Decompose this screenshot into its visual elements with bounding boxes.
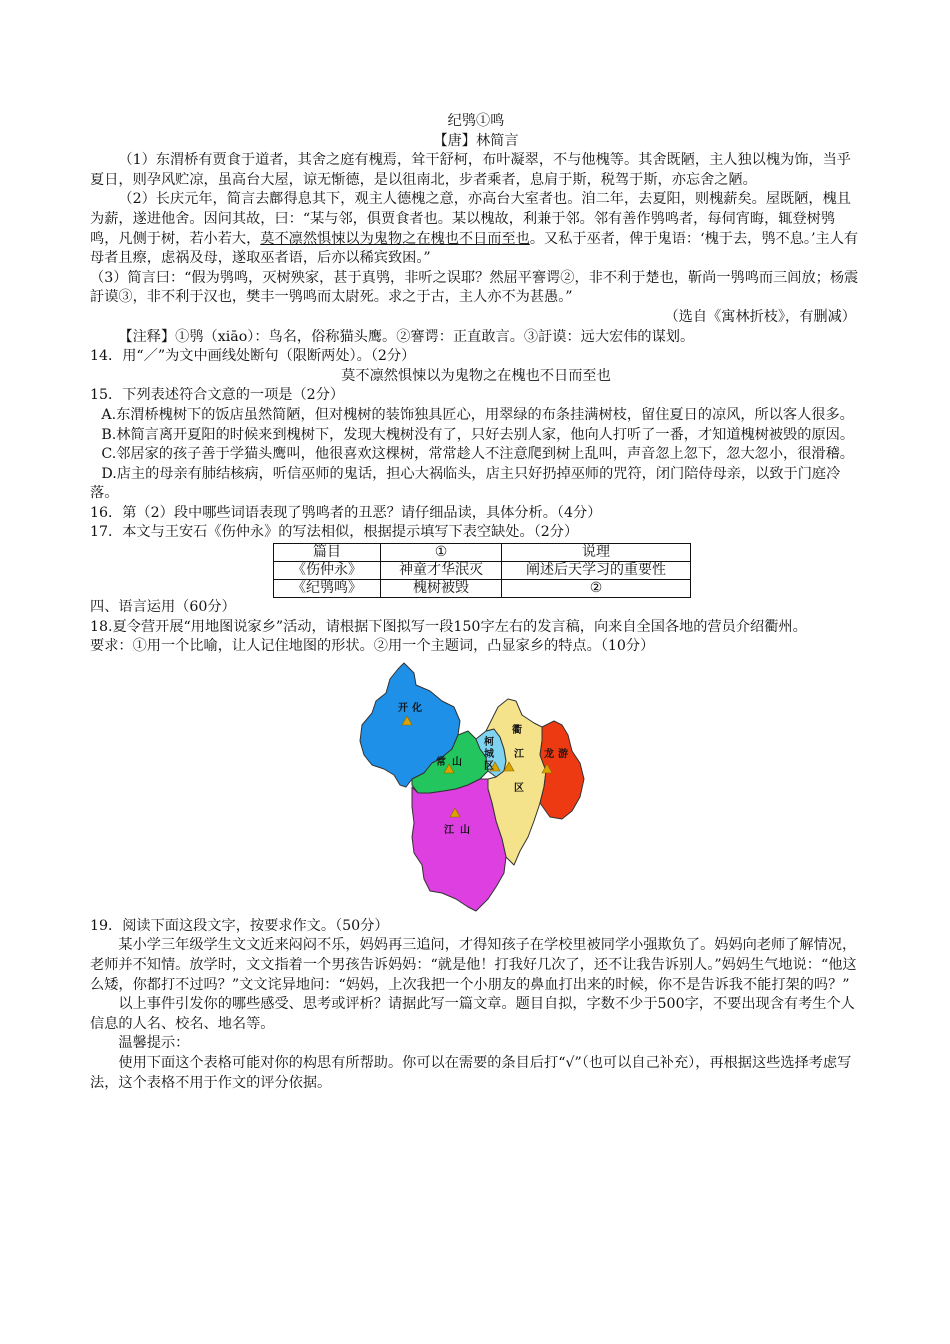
table-cell: 阐述后天学习的重要性 (502, 562, 691, 580)
label-qujiang-1: 衢 (512, 724, 522, 736)
table-header-cell: 说理 (502, 544, 691, 562)
passage-source: （选自《寓林折枝》，有删减） (664, 308, 856, 325)
label-kecheng-1: 柯 (484, 736, 494, 748)
table-header-cell: 篇目 (274, 544, 381, 562)
label-kaihua-1: 开 (398, 702, 408, 714)
table-cell: 《纪鸮鸣》 (274, 580, 381, 598)
paragraph-2-text-start: （2）长庆元年，简言去鄜得息其下，观主人德槐之意，亦高台大室者也。洎二年，去夏阳，则槐薪矣。屋既陋，槐且为薪，遂进他舍。因问其故，曰：“某与邻，俱贾食者也。某以槐故，利兼于邻。邻有善作鸮鸣者，每伺宵晦，辄登树鸮鸣，凡侧于树，若小若大， (90, 191, 851, 247)
passage-notes: 【注释】①鸮（xiāo）：鸟名，俗称猫头鹰。②謇谔：正直敢言。③訏谟：远大宏伟的谋划。 (118, 328, 695, 345)
question-19-requirement: 以上事件引发你的哪些感受、思考或评析？请据此写一篇文章。题目自拟，字数不少于500字，不要出现含有考生个人信息的人名、校名、地名等。 (90, 996, 855, 1032)
question-18-stem: 18.夏令营开展“用地图说家乡”活动，请根据下图拟写一段150字左右的发言稿，向来自全国各地的营员介绍衢州。 (90, 618, 807, 635)
passage-paragraph-3: （3）简言曰：“假为鸮鸣，灭树殃家，甚于真鸮，非听之误耶？然屈平謇谔②，非不利于楚也，靳尚一鸮鸣而三闾放；杨震訏谟③，非不利于汉也，樊丰一鸮鸣而太尉死。求之于古，主人亦不为甚愚。” (90, 269, 859, 306)
table-header-cell: ① (381, 544, 502, 562)
question-15-stem: 15．下列表述符合文意的一项是（2分） (90, 387, 345, 404)
question-15-option-a: A.东渭桥槐树下的饭店虽然简陋，但对槐树的装饰独具匠心，用翠绿的布条挂满树枝，留住夏日的凉风，所以客人很多。 (101, 406, 854, 423)
table-row (274, 562, 691, 580)
label-kaihua-2: 化 (412, 702, 422, 714)
label-qujiang-2: 江 (514, 748, 524, 760)
question-15-option-c: C.邻居家的孩子善于学猫头鹰叫，他很喜欢这棵树，常常趁人不注意爬到树上乱叫，声音忽上忽下，忽大忽小，很滑稽。 (101, 446, 854, 463)
question-17-stem: 17．本文与王安石《伤仲永》的写法相似，根据提示填写下表空缺处。（2分） (90, 524, 579, 541)
question-19-tip: 使用下面这个表格可能对你的构思有所帮助。你可以在需要的条目后打“√”（也可以自己补充），再根据这些选择考虑写法，这个表格不用于作文的评分依据。 (90, 1055, 852, 1091)
question-15-option-d: D.店主的母亲有肺结核病，听信巫师的鬼话，担心大祸临头，店主只好扔掉巫师的咒符，闭门陪侍母亲，以致于门庭冷落。 (90, 465, 841, 502)
table-cell: ② (502, 580, 691, 598)
table-cell: 《伤仲永》 (274, 562, 381, 580)
label-jiangshan-2: 山 (460, 824, 470, 836)
label-kecheng-3: 区 (484, 760, 494, 772)
label-longyou-2: 游 (558, 748, 568, 760)
section-4-heading: 四、语言运用（60分） (90, 599, 236, 616)
passage-title: 纪鸮①鸣 (447, 113, 505, 129)
question-14-stem: 14．用“／”为文中画线处断句（限断两处）。（2分） (90, 348, 416, 365)
table-row (274, 580, 691, 598)
table-header-row (274, 544, 691, 562)
passage-paragraph-1: （1）东渭桥有贾食于道者，其舍之庭有槐焉，耸干舒柯，布叶凝翠，不与他槐等。其舍既陋，主人独以槐为饰，当乎夏日，则孕风贮凉，虽高台大屋，谅无惭德，是以徂南北，步者乘者，息肩于斯，税驾于斯，亦忘舍之陋。 (90, 152, 851, 188)
map-svg (356, 661, 596, 917)
label-changshan-2: 山 (452, 756, 462, 768)
underlined-sentence: 莫不凛然惧悚以为鬼物之在槐也不日而至也 (260, 230, 530, 247)
passage-paragraph-2 (90, 190, 862, 268)
table-cell: 神童才华泯灭 (381, 562, 502, 580)
label-longyou-1: 龙 (544, 748, 554, 760)
exam-page (90, 112, 862, 1093)
label-jiangshan-1: 江 (444, 824, 454, 836)
table-cell: 槐树被毁 (381, 580, 502, 598)
passage-author: 【唐】林简言 (433, 132, 519, 149)
question-19-tip-title: 温馨提示： (118, 1035, 190, 1052)
question-15-option-b: B.林简言离开夏阳的时候来到槐树下，发现大槐树没有了，只好去别人家，他向人打听了一番，才知道槐树被毁的原因。 (101, 426, 855, 443)
question-14-sentence: 莫不凛然惧悚以为鬼物之在槐也不日而至也 (341, 367, 611, 384)
label-changshan-1: 常 (436, 756, 446, 768)
question-16-stem: 16．第（2）段中哪些词语表现了鸮鸣者的丑恶？请仔细品读，具体分析。（4分） (90, 504, 602, 521)
question-18-requirements: 要求：①用一个比喻，让人记住地图的形状。②用一个主题词，凸显家乡的特点。（10分） (90, 638, 655, 655)
quzhou-map (90, 661, 862, 917)
label-qujiang-3: 区 (514, 782, 524, 794)
label-kecheng-2: 城 (484, 748, 494, 760)
question-19-material: 某小学三年级学生文文近来闷闷不乐，妈妈再三追问，才得知孩子在学校里被同学小强欺负了。妈妈向老师了解情况，老师并不知情。放学时，文文指着一个男孩告诉妈妈：“就是他！打我好几次了，还不让我告诉别人。”妈妈生气地说：“他这么矮，你都打不过吗？”文文诧异地问：“妈妈，上次我把一个小朋友的鼻血打出来的时候，你不是告诉我不能打架的吗？” (90, 937, 857, 993)
paragraph-2-text-end: 。又私于巫者，俾于鬼语：‘槐于去，鸮不息。’主人有母者且瘵，虑祸及母，遂取巫者语，后亦以稀宾致困。” (90, 230, 859, 267)
question-17-table (273, 543, 691, 598)
question-19-stem: 19．阅读下面这段文字，按要求作文。（50分） (90, 917, 389, 934)
